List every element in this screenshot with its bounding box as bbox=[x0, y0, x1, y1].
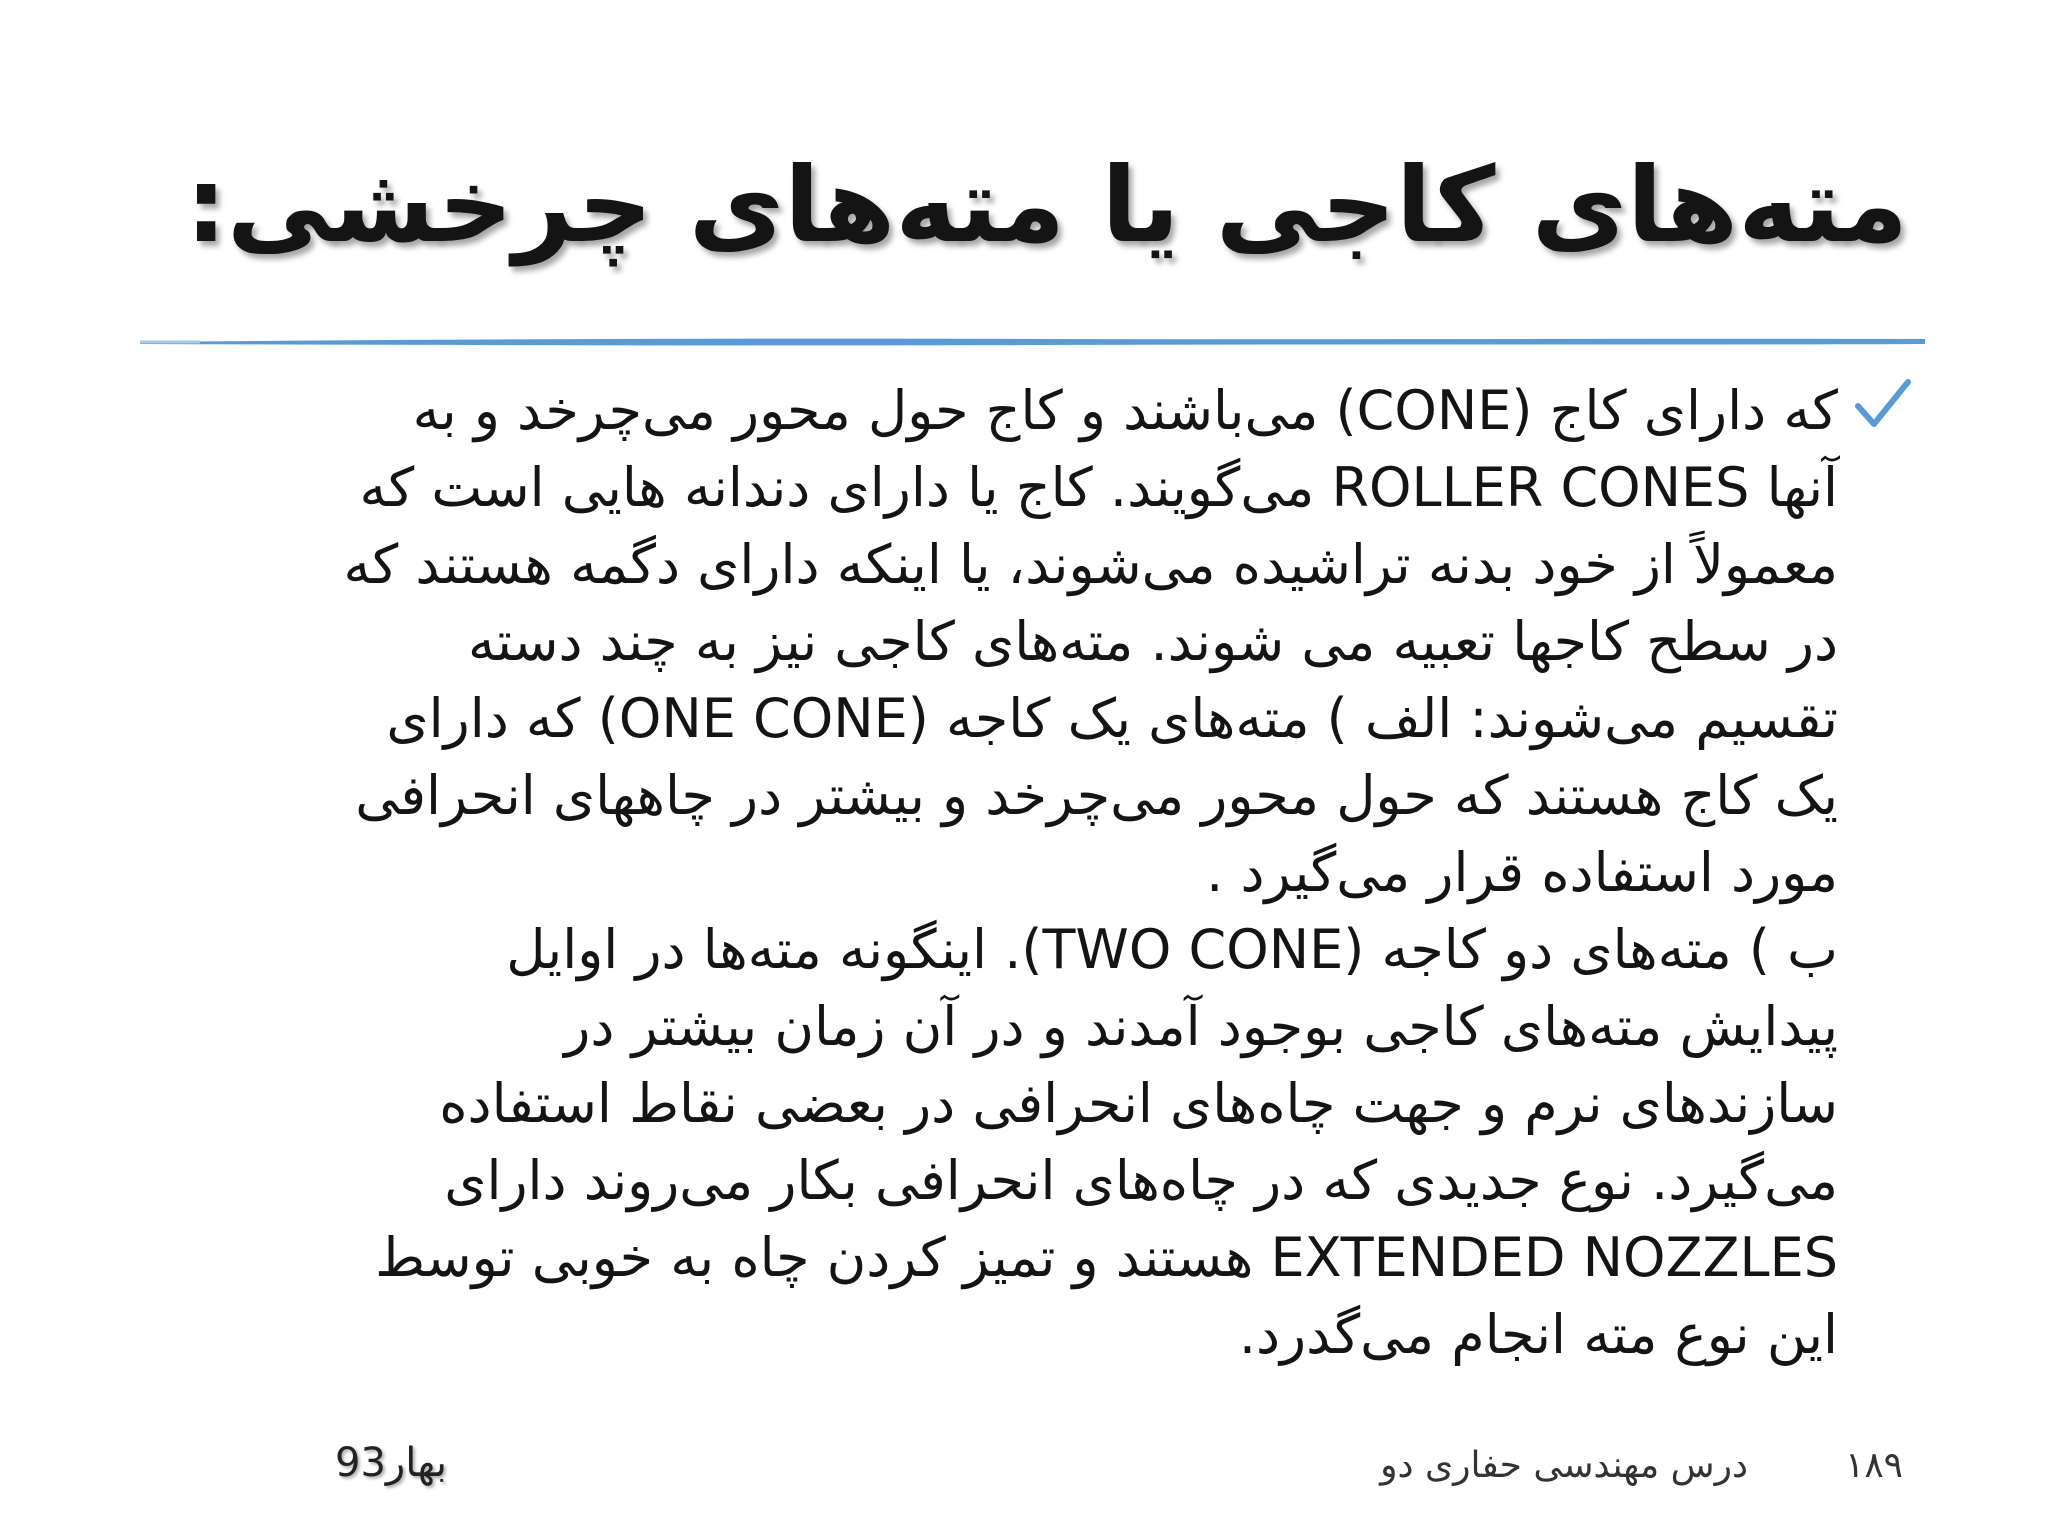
title-divider bbox=[140, 336, 1925, 346]
body-line: یک کاج هستند که حول محور می‌چرخد و بیشتر در چاههای انحرافی bbox=[355, 764, 1838, 827]
body-line: تقسیم می‌شوند: الف ) مته‌های یک کاجه (ONE CONE) که دارای bbox=[386, 687, 1838, 750]
slide-title: مته‌های کاجی یا مته‌های چرخشی: bbox=[185, 144, 1908, 266]
body-line: آنها ROLLER CONES می‌گویند. کاج یا دارای دندانه هایی است که bbox=[359, 456, 1838, 519]
body-line: معمولاً از خود بدنه تراشیده می‌شوند، یا اینکه دارای دگمه هستند که bbox=[343, 533, 1838, 596]
body-line: EXTENDED NOZZLES هستند و تمیز کردن چاه به خوبی توسط bbox=[375, 1226, 1838, 1289]
content-block bbox=[148, 372, 1908, 1372]
checkmark-icon bbox=[1852, 376, 1912, 436]
body-line: پیدایش مته‌های کاجی بوجود آمدند و در آن زمان بیشتر در bbox=[564, 995, 1838, 1058]
page-number: ۱۸۹ bbox=[1844, 1445, 1903, 1486]
body-line: این نوع مته انجام می‌گدرد. bbox=[1238, 1303, 1838, 1366]
body-line: در سطح کاجها تعبیه می شوند. مته‌های کاجی نیز به چند دسته bbox=[467, 610, 1838, 673]
footer-course-title: درس مهندسی حفاری دو bbox=[1380, 1445, 1748, 1486]
body-line: که دارای کاج (CONE) می‌باشند و کاج حول محور می‌چرخد و به bbox=[412, 379, 1838, 442]
body-line: ب ) مته‌های دو کاجه (TWO CONE). اینگونه مته‌ها در اوایل bbox=[506, 918, 1838, 981]
body-line: می‌گیرد. نوع جدیدی که در چاه‌های انحرافی بکار می‌روند دارای bbox=[444, 1149, 1838, 1212]
footer-term: بهار93 bbox=[335, 1440, 447, 1486]
body-line: مورد استفاده قرار می‌گیرد . bbox=[1206, 841, 1838, 904]
body-line: سازندهای نرم و جهت چاه‌های انحرافی در بعضی نقاط استفاده bbox=[439, 1072, 1838, 1135]
body-paragraph bbox=[148, 372, 1838, 1373]
